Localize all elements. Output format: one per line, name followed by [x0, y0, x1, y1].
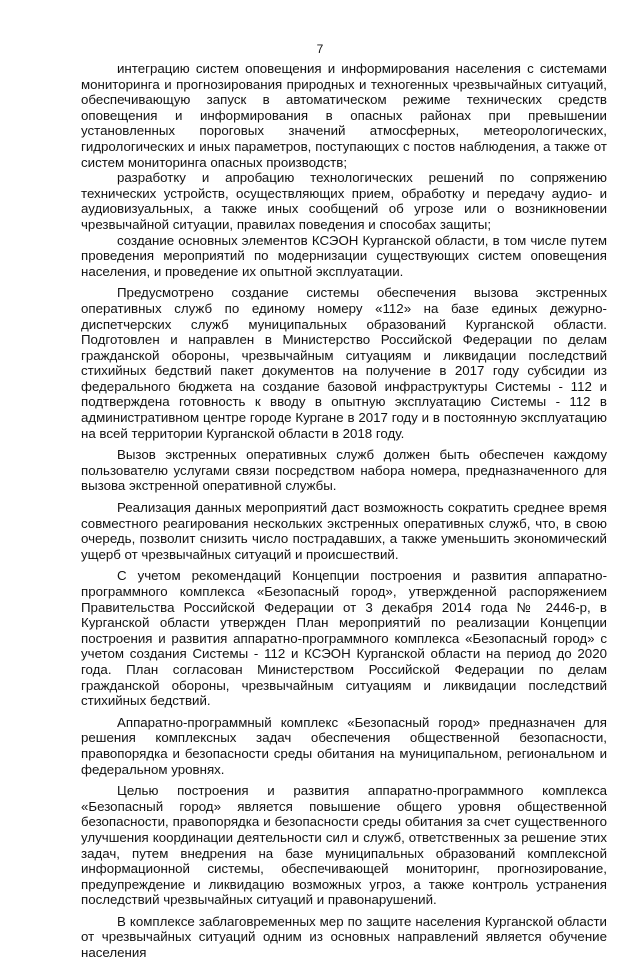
paragraph: Реализация данных мероприятий даст возможность сократить среднее время совместного реагирования нескольких экстренных оперативных служб, что, в свою очередь, позволит снизить число пострадавших, а также уменьшить экономический ущерб от чрезвычайных ситуаций и происшествий. [81, 500, 607, 562]
document-body [81, 61, 607, 961]
paragraph: создание основных элементов КСЭОН Курганской области, в том числе путем проведения мероприятий по модернизации существующих систем оповещения населения, и проведение их опытной эксплуатации. [81, 232, 607, 279]
page-number: 7 [316, 42, 324, 56]
paragraph: Вызов экстренных оперативных служб должен быть обеспечен каждому пользователю услугами связи посредством набора номера, предназначенного для вызова экстренной оперативной службы. [81, 447, 607, 494]
paragraph: Предусмотрено создание системы обеспечения вызова экстренных оперативных служб по единому номеру «112» на базе единых дежурно-диспетчерских служб муниципальных образований Курганской области. Подготовлен и направлен в Министерство Российской Федерации по делам гражданской обороны, чрезвычайным ситуациям и ликвидации последствий стихийных бедствий пакет документов на получение в 2017 году субсидии из федерального бюджета на создание базовой инфраструктуры Системы - 112 и подтверждена готовность к вводу в опытную эксплуатацию Системы - 112 в административном центре городе Кургане в 2017 году и в постоянную эксплуатацию на всей территории Курганской области в 2018 году. [81, 285, 607, 441]
paragraph: разработку и апробацию технологических решений по сопряжению технических устройств, осуществляющих прием, обработку и передачу аудио- и аудиовизуальных, а также иных сообщений об угрозе или о возникновении чрезвычайной ситуации, правилах поведения и способах защиты; [81, 170, 607, 232]
paragraph: Аппаратно-программный комплекс «Безопасный город» предназначен для решения комплексных задач обеспечения общественной безопасности, правопорядка и безопасности среды обитания на муниципальном, региональном и федеральном уровнях. [81, 714, 607, 777]
paragraph: С учетом рекомендаций Концепции построения и развития аппаратно-программного комплекса «Безопасный город», утвержденной распоряжением Правительства Российской Федерации от 3 декабря 2014 года № 2446-р, в Курганской области утвержден План мероприятий по реализации Концепции построения и развития аппаратно-программного комплекса «Безопасный город» с учетом создания Системы - 112 и КСЭОН Курганской области на период до 2020 года. План согласован Министерством Российской Федерации по делам гражданской обороны, чрезвычайным ситуациям и ликвидации последствий стихийных бедствий. [81, 568, 607, 709]
paragraph: Целью построения и развития аппаратно-программного комплекса «Безопасный город» является повышение общего уровня общественной безопасности, правопорядка и безопасности среды обитания за счет существенного улучшения координации деятельности сил и служб, ответственных за решение этих задач, путем внедрения на базе муниципальных образований комплексной информационной системы, обеспечивающей мониторинг, прогнозирование, предупреждение и ликвидацию возможных угроз, а также контроль устранения последствий чрезвычайных ситуаций и правонарушений. [81, 783, 607, 908]
paragraph: интеграцию систем оповещения и информирования населения с системами мониторинга и прогнозирования природных и техногенных чрезвычайных ситуаций, обеспечивающую запуск в автоматическом режиме технических средств оповещения и информирования в опасных районах при превышении установленных пороговых значений атмосферных, метеорологических, гидрологических и иных параметров, поступающих с постов наблюдения, а также от систем мониторинга опасных производств; [81, 61, 607, 170]
paragraph: В комплексе заблаговременных мер по защите населения Курганской области от чрезвычайных ситуаций одним из основных направлений является обучение населения [81, 913, 607, 961]
